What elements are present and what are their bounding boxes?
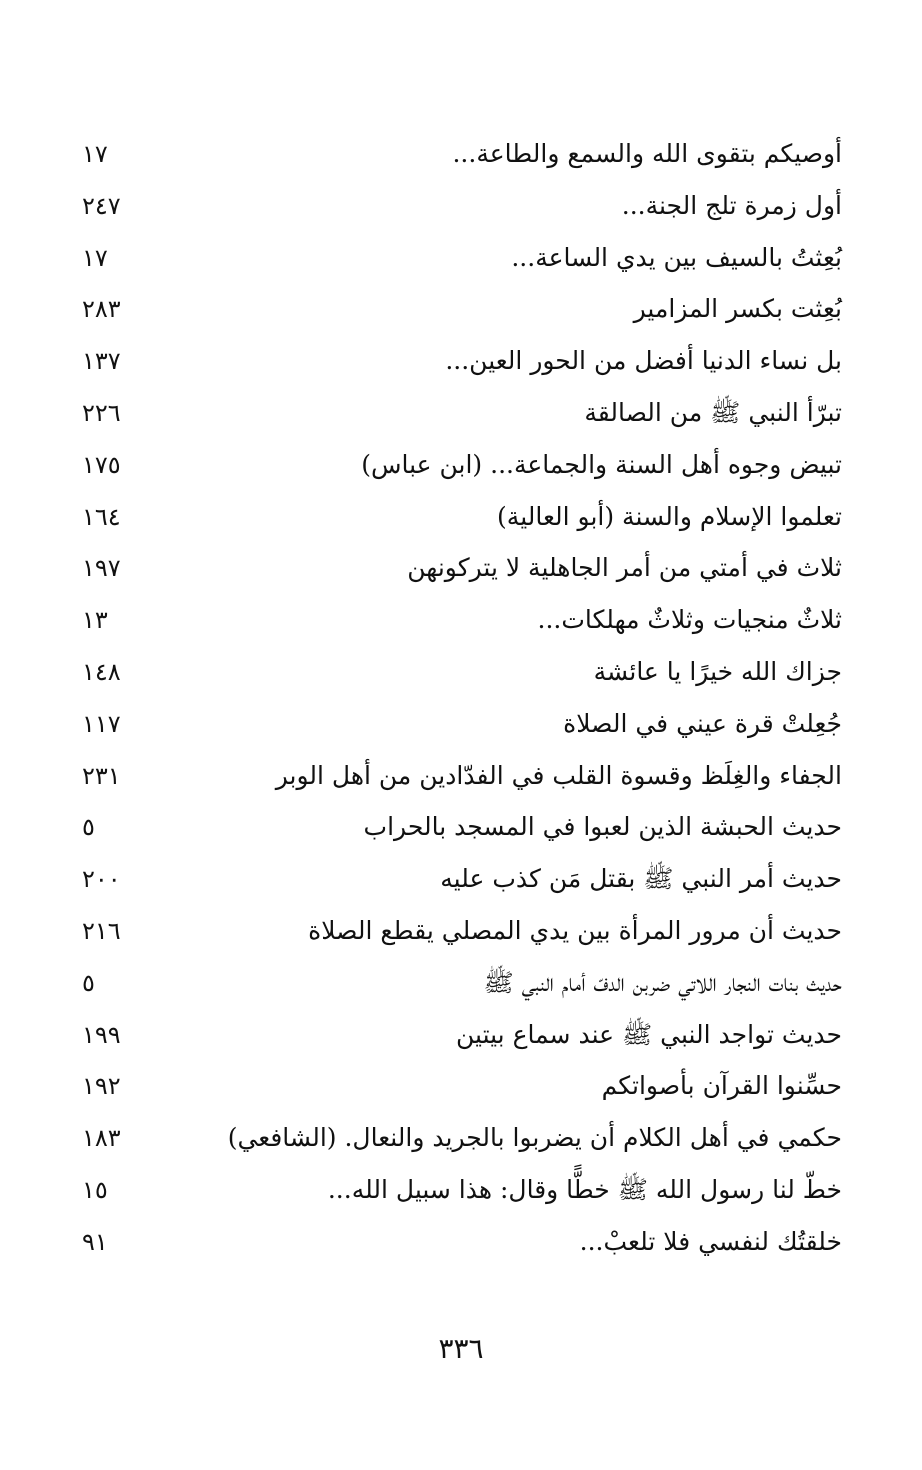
entry-page-number: ٩١ — [82, 1227, 108, 1256]
entry-page-number: ١٥ — [82, 1175, 108, 1204]
entry-page-number: ٢٣١ — [82, 761, 121, 790]
entry-page-number: ١٨٣ — [82, 1124, 121, 1153]
entry-page-number: ١٤٨ — [82, 657, 121, 686]
entry-text: تبيض وجوه أهل السنة والجماعة... (ابن عباس) — [361, 449, 842, 479]
entry-page-number: ١٧ — [82, 243, 108, 272]
entry-page-number: ١٩٩ — [82, 1020, 121, 1049]
entry-text: خلقتُك لنفسي فلا تلعبْ... — [579, 1226, 842, 1256]
entry-text: خطّ لنا رسول الله ﷺ خطًّا وقال: هذا سبيل الله... — [327, 1174, 842, 1204]
entry-text: ثلاث في أمتي من أمر الجاهلية لا يتركونهن — [407, 553, 842, 583]
index-row — [60, 283, 842, 335]
index-row — [60, 180, 842, 232]
entry-page-number: ١٧٥ — [82, 450, 121, 479]
index-row — [60, 750, 842, 802]
entry-text: حديث بنات النجار اللاتي ضربن الدفّ أمام النبي ﷺ — [483, 967, 842, 997]
index-row — [60, 232, 842, 284]
entry-page-number: ١٣ — [82, 606, 108, 635]
entry-text: حكمي في أهل الكلام أن يضربوا بالجريد والنعال. (الشافعي) — [227, 1123, 842, 1153]
entry-page-number: ٢١٦ — [82, 916, 121, 945]
entry-text: حديث أن مرور المرأة بين يدي المصلي يقطع الصلاة — [308, 915, 842, 945]
entry-page-number: ٢٤٧ — [82, 191, 121, 220]
entry-text: جُعِلتْ قرة عيني في الصلاة — [563, 708, 842, 738]
entry-text: حديث تواجد النبي ﷺ عند سماع بيتين — [456, 1019, 842, 1049]
entry-text: تبرّأ النبي ﷺ من الصالقة — [584, 397, 842, 427]
hadith-index-list — [60, 128, 842, 1268]
index-row — [60, 128, 842, 180]
entry-text: ثلاثٌ منجيات وثلاثٌ مهلكات... — [537, 605, 842, 635]
entry-text: أوصيكم بتقوى الله والسمع والطاعة... — [452, 139, 842, 168]
index-row — [60, 594, 842, 646]
index-row — [60, 1060, 842, 1112]
entry-text: جزاك الله خيرًا يا عائشة — [593, 656, 842, 686]
entry-page-number: ١٩٢ — [82, 1072, 121, 1101]
entry-page-number: ٥ — [82, 813, 95, 842]
entry-text: حسِّنوا القرآن بأصواتكم — [601, 1071, 842, 1101]
index-row — [60, 1164, 842, 1216]
entry-text: أول زمرة تلج الجنة... — [621, 190, 842, 220]
index-row — [60, 801, 842, 853]
index-row — [60, 1009, 842, 1061]
entry-text: بُعِثتُ بالسيف بين يدي الساعة... — [511, 242, 842, 272]
entry-text: بُعِثت بكسر المزامير — [633, 294, 842, 324]
entry-page-number: ٢٠٠ — [82, 865, 121, 894]
index-row — [60, 957, 842, 1009]
index-row — [60, 491, 842, 543]
index-row — [60, 905, 842, 957]
index-row — [60, 853, 842, 905]
entry-text: حديث الحبشة الذين لعبوا في المسجد بالحراب — [363, 812, 842, 842]
entry-page-number: ٢٨٣ — [82, 295, 121, 324]
entry-text: الجفاء والغِلَظ وقسوة القلب في الفدّادين من أهل الوبر — [275, 760, 842, 790]
page-number: ٣٣٦ — [438, 1332, 484, 1365]
entry-text: تعلموا الإسلام والسنة (أبو العالية) — [497, 501, 842, 531]
entry-page-number: ١٩٧ — [82, 554, 121, 583]
entry-page-number: ١٣٧ — [82, 347, 121, 376]
entry-page-number: ٢٢٦ — [82, 398, 121, 427]
index-row — [60, 439, 842, 491]
index-row — [60, 1112, 842, 1164]
entry-page-number: ١٦٤ — [82, 502, 121, 531]
entry-text: حديث أمر النبي ﷺ بقتل مَن كذب عليه — [440, 864, 842, 894]
index-row — [60, 542, 842, 594]
entry-text: بل نساء الدنيا أفضل من الحور العين... — [445, 346, 842, 376]
index-row — [60, 387, 842, 439]
entry-page-number: ١١٧ — [82, 709, 121, 738]
index-row — [60, 1216, 842, 1268]
index-row — [60, 335, 842, 387]
index-row — [60, 698, 842, 750]
index-row — [60, 646, 842, 698]
entry-page-number: ٥ — [82, 968, 95, 997]
entry-page-number: ١٧ — [82, 140, 108, 168]
